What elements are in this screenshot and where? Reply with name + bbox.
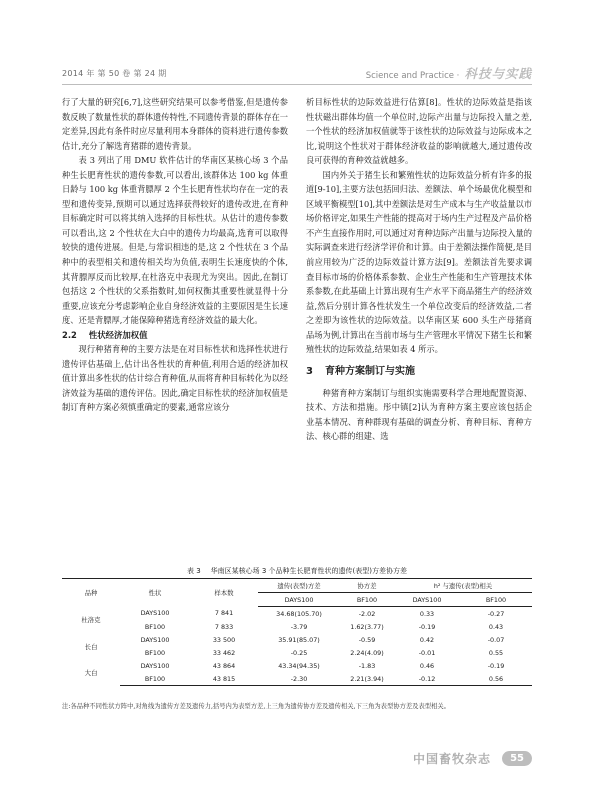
col-header-breed: 品种 [62,579,120,607]
cell-corr-bf: 0.55 [488,648,504,657]
right-column [306,95,532,444]
cell-trait: DAYS100 [140,609,170,618]
cell-corr-bf: -0.27 [487,609,505,618]
issue-info: 2014 年 第 50 卷 第 24 期 [62,69,167,78]
cell-covariance: -2.02 [358,609,376,618]
table-caption [62,566,532,576]
journal-name-logo: 中国畜牧杂志 [412,752,491,766]
cell-trait: DAYS100 [140,635,170,644]
sub-header-days100: DAYS100 [258,593,340,607]
section-heading-2-2 [62,328,288,343]
table-row [62,659,532,672]
cell-trait: BF100 [144,622,166,631]
cell-variance: -0.25 [290,648,308,657]
table-title: 华南区某核心场 3 个品种生长肥育性状的遗传(表型)方差协方差 [210,567,408,575]
table-row [62,646,532,659]
cell-trait: BF100 [144,648,166,657]
col-header-trait: 性状 [120,579,190,607]
cell-corr-days: -0.12 [394,672,460,686]
paragraph: 行了大量的研究[6,7],这些研究结果可以参考借鉴,但是遗传参数反映了数量性状的群体遗传特性,不同遗传背景的群体存在一定差异,因此有条件时应尽量利用本身群体的资料进行遗传参数估计,充分了解选育猪群的遗传背景。 [62,97,288,151]
cell-corr-days: -0.01 [418,648,436,657]
section-number: 2.2 [62,329,77,340]
cell-variance: 35.91(85.07) [278,635,320,644]
table-row [62,620,532,633]
cell-trait: DAYS100 [140,661,170,670]
table-row [62,633,532,646]
cell-corr-days: 0.33 [419,609,435,618]
cell-n: 43 864 [212,661,236,670]
running-header [62,62,532,85]
sub-header-bf100: BF100 [340,593,394,607]
cell-corr-days: -0.19 [418,622,436,631]
section-number: 3 [306,365,313,377]
col-header-correlation: h² 与遗传(表型)相关 [394,579,532,593]
cell-variance: -3.79 [290,622,308,631]
cell-corr-days: 0.42 [419,635,435,644]
paragraph: 析目标性状的边际效益进行估算[8]。性状的边际效益是指该性状磁出群体均值一个单位时,边际产出量与边际投入量之差,一个性状的经济加权值就等于该性状的边际效益与边际成本之比,说明这个性状对于群体经济收益的影响就越大,通过遗传改良可获得的育种效益就越多。 [306,97,532,166]
section-chinese-logo: 科技与实践 [464,66,532,81]
section-english: Science and Practice · [365,71,460,81]
cell-variance: 43.34(94.35) [278,661,320,670]
data-table [62,578,532,686]
section-heading-3 [306,364,532,380]
cell-corr-bf: -0.07 [487,635,505,644]
cell-covariance: -1.83 [358,661,376,670]
cell-variance: -2.30 [258,672,340,686]
section-label [366,63,532,82]
cell-breed: 长白 [84,642,98,651]
table-row [62,607,532,621]
cell-corr-bf: 0.43 [488,622,504,631]
table-footnote: 注:各品种不同性状方阵中,对角线为遗传方差及遗传力,括号内为表型方差,上三角为遗传协方差及遗传相关,下三角为表型协方差及表型相关。 [62,703,450,710]
cell-breed: 杜洛克 [81,616,101,625]
col-header-variance: 遗传(表型)方差 [258,579,340,593]
cell-n: 7 833 [214,622,234,631]
page-number: 55 [502,751,532,766]
sub-header-bf100: BF100 [460,593,532,607]
paragraph: 种猪育种方案制订与组织实施需要科学合理地配置资源、技术、方法和措施。彤中镇[2]认为育种方案主要应该包括企业基本情况、育种群现有基础的调查分析、育种目标、育种方法、核心群的组建、选 [306,387,532,442]
cell-corr-days: 0.46 [419,661,435,670]
left-column [62,95,288,415]
col-header-sample-size: 样本数 [190,579,258,607]
paragraph: 现行种猪育种的主要方法是在对目标性状和选择性状进行遗传评估基础上,估计出各性状的育种值,利用合适的经济加权值计算出多性状的估计综合育种值,从而将育种目标转化为以经济效益为基础的遗传评估。因此,确定目标性状的经济加权值是制订育种方案必须慎重确定的要素,通常应该分 [62,344,288,413]
sub-header-days100: DAYS100 [394,593,460,607]
cell-covariance: -0.59 [358,635,376,644]
cell-corr-bf: 0.56 [460,672,532,686]
cell-n: 7 841 [214,609,234,618]
cell-variance: 34.68(105.70) [276,609,322,618]
cell-breed: 大白 [84,668,98,677]
page-footer [413,748,532,767]
paragraph: 表 3 列出了用 DMU 软件估计的华南区某核心场 3 个品种生长肥育性状的遗传参数,可以看出,该群体达 100 kg 体重日龄与 100 kg 体重背膘厚 2 个生长肥育性状均存在一定的表型和遗传变异,预期可以通过选择获得较好的遗传改进,在育种目标确定时可以将其纳入选择的目标性状。从估计的遗传参数可以看出,这 2 个性状在大白中的遗传力均最高,选育可以取得较快的遗传进展。但是,与常识相违的是,这 2 个性状在 3 个品种中的表型相关和遗传相关均为负值,表明生长速度快的个体,其背膘厚反而比较厚,在杜洛克中表现尤为突出。因此,在制订包括这 2 个性状的父系指数时,如何权衡其重要性就显得十分重要,应该充分考虑影响企业自身经济效益的主要原因是生长速度、还是背膘厚,才能保障种猪选育经济效益的最大化。 [62,155,288,326]
cell-covariance: 2.21(3.94) [340,672,394,686]
section-title: 性状经济加权值 [88,329,148,340]
paragraph: 国内外关于猪生长和繁殖性状的边际效益分析有许多的报道[9-10],主要方法包括回归法、差额法、单个场最优化模型和区域平衡模型[10],其中差额法是对生产成本与生产收益量以市场价格评定,如果生产性能的提高对于场内生产过程及产品价格不产生直接作用时,可以通过对育种边际产出量与边际投入量的实际调查来进行经济学评价和计算。由于差额法操作简便,是目前应用较为广泛的边际效益计算方法[9]。差额法首先要求调查目标市场的价格体系参数、企业生产性能和生产管理技术体系参数,在此基础上计算出现有生产水平下商品猪生产的经济效益,然后分别计算各性状发生一个单位改变后的经济效益,二者之差即为该性状的边际效益。以华南区某 600 头生产母猪商品场为例,计算出在当前市场与生产管理水平情况下猪生长和繁殖性状的边际效益,结果如表 4 所示。 [306,169,532,355]
cell-trait: BF100 [120,672,190,686]
cell-covariance: 2.24(4.09) [350,648,384,657]
table-number: 表 3 [186,567,201,575]
cell-covariance: 1.62(3.77) [350,622,384,631]
cell-corr-bf: -0.19 [487,661,505,670]
table-row [62,672,532,686]
cell-n: 33 500 [212,635,236,644]
cell-n: 33 462 [212,648,236,657]
cell-n: 43 815 [190,672,258,686]
col-header-covariance: 协方差 [340,579,394,593]
section-title: 育种方案制订与实施 [324,365,415,377]
